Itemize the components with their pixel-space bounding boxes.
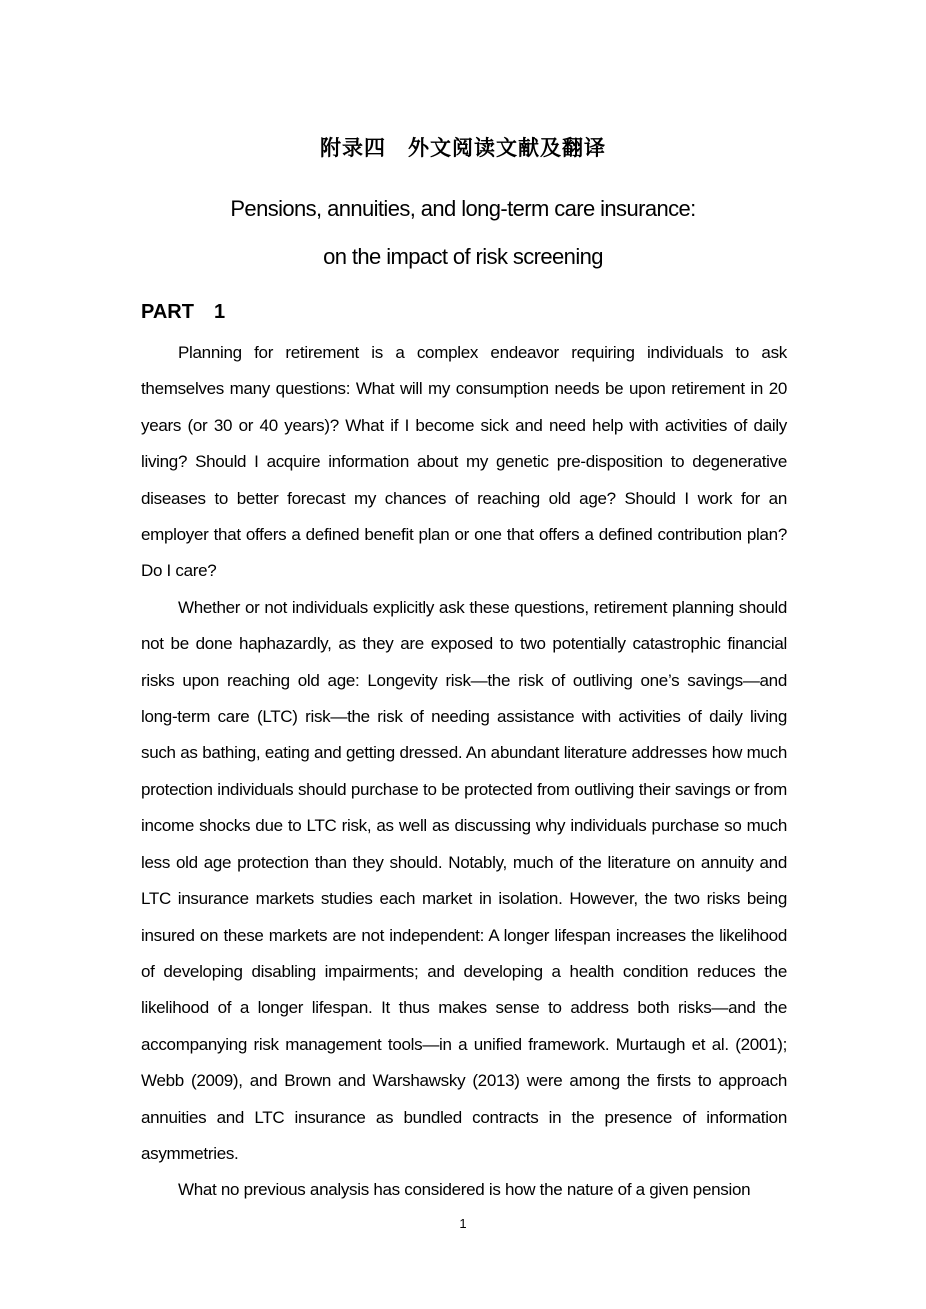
page-number: 1 — [459, 1216, 467, 1231]
article-title-line-2: on the impact of risk screening — [323, 244, 603, 269]
paragraph-1: Planning for retirement is a complex endeavor requiring individuals to ask themselves many questions: What will my consumption needs be upon retirement in 20 years (or 30 or 40 years)? What if I become sick and need help with activities of daily living? Should I acquire information about my genetic pre-disposition to degenerative diseases to better forecast my chances of reaching old age? Should I work for an employer that offers a defined benefit plan or one that offers a defined contribution plan? Do I care? — [141, 343, 787, 581]
paragraph-2: Whether or not individuals explicitly ask these questions, retirement planning should not be done haphazardly, as they are exposed to two potentially catastrophic financial risks upon reaching old age: Longevity risk—the risk of outliving one’s savings—and long-term care (LTC) risk—the risk of needing assistance with activities of daily living such as bathing, eating and getting dressed. An abundant literature addresses how much protection individuals should purchase to be protected from outliving their savings or from income shocks due to LTC risk, as well as discussing why individuals purchase so much less old age protection than they should. Notably, much of the literature on annuity and LTC insurance markets studies each market in isolation. However, the two risks being insured on these markets are not independent: A longer lifespan increases the likelihood of developing disabling impairments; and developing a health condition reduces the likelihood of a longer lifespan. It thus makes sense to address both risks—and the accompanying risk management tools—in a unified framework. Murtaugh et al. (2001); Webb (2009), and Brown and Warshawsky (2013) were among the firsts to approach annuities and LTC insurance as bundled contracts in the presence of information asymmetries. — [141, 597, 787, 1163]
section-label: PART 1 — [141, 301, 226, 323]
article-title-line-1: Pensions, annuities, and long-term care insurance: — [230, 196, 696, 221]
paragraph-3: What no previous analysis has considered is how the nature of a given pension — [178, 1180, 751, 1200]
body-text — [141, 335, 787, 1209]
appendix-heading: 附录四 外文阅读文献及翻译 — [320, 136, 606, 160]
